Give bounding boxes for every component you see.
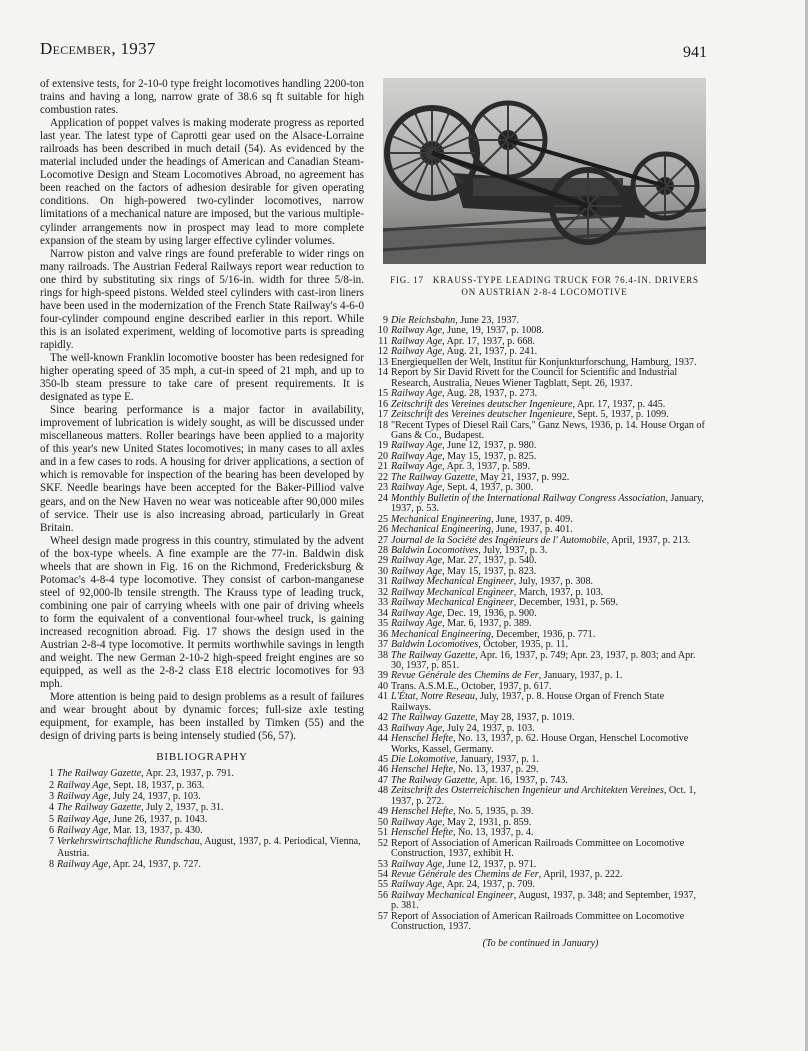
bibliography-entry [376, 734, 705, 755]
continued-note: (To be continued in January) [482, 937, 599, 949]
entry-number: 40 [377, 680, 388, 692]
entry-source: Henschel Hefte [391, 764, 453, 776]
entry-details: , October, 1935, p. 11. [478, 639, 568, 651]
entry-number: 19 [377, 440, 388, 452]
entry-details: , August, 1937, p. 348; and September, 1937, p. 381. [391, 889, 696, 912]
body-paragraph: of extensive tests, for 2-10-0 type freight locomotives handling 2200-ton trains and having a long, narrow grate of 38.6 sq ft suitable for high combustion rates. [40, 78, 364, 117]
entry-source: L'État, Notre Reseau [391, 691, 475, 703]
header-year: 1937 [120, 39, 156, 58]
entry-details: Report of Association of American Railroads Committee on Locomotive Construction, 1937. [391, 910, 685, 933]
entry-number: 11 [378, 335, 388, 347]
entry-source: The Railway Gazette [57, 802, 142, 814]
entry-number: 54 [377, 869, 388, 881]
entry-number: 17 [377, 409, 388, 421]
entry-source: The Railway Gazette [391, 649, 476, 661]
figure-photo [383, 78, 706, 264]
bibliography-entry [40, 768, 364, 779]
entry-text [391, 912, 705, 933]
entry-source: Railway Age [57, 813, 109, 825]
entry-number: 36 [377, 628, 388, 640]
body-paragraph: Narrow piston and valve rings are found preferable to wider rings on many railroads. The Austrian Federal Railways report wear reduction to one third by substituting six rings of 5/16-in. width for three 5/8-in. rings for high-speed pistons. Welded steel cylinders with cast-iron liners have been used in the modernization of the French State Railway's 4-6-0 four-cylinder compound engine described earlier in this report. While this is an isolated experiment, welding of locomotive parts is spreading rapidly. [40, 247, 364, 351]
entry-details: , No. 5, 1935, p. 39. [452, 806, 534, 818]
entry-number: 10 [377, 325, 388, 337]
entry-number: 37 [377, 639, 388, 651]
entry-source: Railway Age [391, 388, 443, 400]
entry-source: Railway Age [391, 335, 443, 347]
entry-number: 20 [377, 450, 388, 462]
bibliography-entry [376, 651, 705, 672]
entry-source: Henschel Hefte [391, 806, 453, 818]
entry-number: 22 [377, 471, 388, 483]
entry-details: , January, 1937, p. 1. [455, 754, 539, 766]
entry-number: 9 [382, 315, 388, 326]
entry-details: , Apr. 24, 1937, p. 709. [442, 879, 535, 891]
bibliography-entry [40, 859, 364, 870]
entry-details: , Apr. 16, 1937, p. 743. [475, 774, 568, 786]
entry-details: , Oct. 1, 1937, p. 272. [391, 785, 697, 807]
bibliography-title: BIBLIOGRAPHY [156, 751, 248, 764]
entry-source: Railway Age [391, 607, 443, 619]
entry-details: , May 15, 1937, p. 825. [442, 450, 537, 462]
entry-number: 14 [377, 367, 388, 379]
entry-source: Zeitschrift des Vereines deutscher Ingenieure [391, 398, 573, 410]
entry-number: 25 [377, 513, 388, 525]
entry-number: 2 [48, 779, 54, 791]
entry-details: , Sept. 18, 1937, p. 363. [108, 779, 205, 791]
entry-source: Revue Générale des Chemins de Fer [391, 869, 539, 881]
entry-text [57, 836, 364, 859]
entry-details: , January, 1937, p. 53. [391, 492, 704, 515]
entry-number: 56 [377, 889, 388, 901]
entry-details: , Apr. 17, 1937, p. 668. [442, 335, 535, 347]
entry-number: 16 [377, 398, 388, 410]
bibliography-list-left [40, 768, 364, 870]
bibliography-entry [40, 780, 364, 791]
body-paragraph: The well-known Franklin locomotive booster has been redesigned for higher operating speed of 35 mph, a cut-in speed of 21 mph, and up to 350-lb steam pressure to take care of present requirements. It is designated as type E. [40, 351, 364, 404]
entry-number: 38 [377, 649, 388, 661]
entry-source: Zeitschrift des Vereines deutscher Ingenieure [391, 409, 573, 421]
bibliography-entry [376, 912, 705, 933]
header-month: December [40, 39, 112, 58]
entry-details: , No. 13, 1937, p. 4. [452, 827, 534, 839]
entry-details: , December, 1936, p. 771. [491, 628, 596, 640]
entry-details: , July 24, 1937, p. 103. [442, 722, 535, 734]
entry-text [57, 825, 364, 836]
entry-number: 35 [377, 618, 388, 630]
entry-text [391, 734, 705, 755]
entry-details: Trans. A.S.M.E., October, 1937, p. 617. [391, 680, 552, 692]
entry-details: , July, 1937, p. 308. [513, 576, 594, 588]
bibliography-entry [40, 802, 364, 813]
entry-number: 23 [377, 482, 388, 494]
entry-text [57, 791, 364, 802]
entry-text [391, 421, 705, 442]
entry-details: , January, 1937, p. 1. [538, 670, 623, 682]
left-column [40, 78, 364, 870]
entry-number: 7 [48, 836, 54, 848]
bibliography-entry [376, 421, 705, 442]
entry-source: Henschel Hefte [391, 827, 453, 839]
entry-details: , No. 13, 1937, p. 29. [452, 764, 539, 776]
entry-number: 51 [377, 827, 388, 839]
entry-source: Railway Age [57, 858, 109, 870]
entry-number: 6 [48, 824, 54, 836]
entry-source: Mechanical Engineering [391, 628, 492, 640]
entry-details: , June 12, 1937, p. 971. [442, 858, 537, 870]
entry-number: 28 [377, 544, 388, 556]
entry-details: , June, 19, 1937, p. 1008. [442, 325, 544, 337]
entry-source: Railway Age [391, 618, 443, 630]
entry-number: 1 [48, 768, 54, 780]
entry-source: Henschel Hefte [391, 733, 453, 745]
entry-number: 31 [377, 576, 388, 588]
entry-number: 39 [377, 670, 388, 682]
entry-details: , June 23, 1937. [455, 315, 520, 326]
entry-number: 15 [377, 388, 388, 400]
entry-number: 3 [48, 791, 54, 803]
entry-details: , Sept. 5, 1937, p. 1099. [572, 409, 669, 421]
entry-number: 27 [377, 534, 388, 546]
figure-label: FIG. 17 [390, 275, 424, 285]
entry-details: , Apr. 17, 1937, p. 445. [572, 398, 666, 410]
entry-text [391, 839, 705, 860]
entry-source: Railway Mechanical Engineer [391, 889, 514, 901]
entry-number: 24 [377, 492, 388, 504]
entry-details: , June 12, 1937, p. 980. [442, 440, 537, 452]
entry-text [57, 780, 364, 791]
entry-number: 33 [377, 597, 388, 609]
entry-details: , Dec. 19, 1936, p. 900. [442, 607, 537, 619]
entry-details: , March, 1937, p. 103. [513, 586, 604, 598]
entry-number: 57 [377, 910, 388, 922]
entry-source: Journal de la Société des Ingénieurs de l' Automobile [391, 534, 607, 546]
entry-source: Railway Age [391, 482, 443, 494]
bibliography-entry [376, 368, 705, 389]
right-column [376, 316, 705, 950]
entry-number: 42 [377, 712, 388, 724]
entry-number: 34 [377, 607, 388, 619]
entry-details: , Apr. 23, 1937, p. 791. [141, 768, 234, 780]
entry-details: , July, 1937, p. 3. [478, 544, 548, 556]
entry-source: Railway Age [391, 858, 443, 870]
figure-caption-text: KRAUSS-TYPE LEADING TRUCK FOR 76.4-IN. DRIVERS ON AUSTRIAN 2-8-4 LOCOMOTIVE [432, 275, 699, 297]
entry-source: Railway Age [391, 346, 443, 358]
running-header: December, 1937 [40, 39, 156, 58]
entry-source: Baldwin Locomotives [391, 639, 479, 651]
entry-number: 46 [377, 764, 388, 776]
entry-details: , December, 1931, p. 569. [513, 597, 618, 609]
entry-details: , Mar. 6, 1937, p. 389. [442, 618, 532, 630]
entry-details: , Mar. 27, 1937, p. 540. [442, 555, 537, 567]
entry-source: The Railway Gazette [57, 768, 142, 780]
entry-details: , June 26, 1937, p. 1043. [108, 813, 208, 825]
entry-source: Railway Age [57, 779, 109, 791]
entry-source: Railway Age [391, 879, 443, 891]
entry-number: 55 [377, 879, 388, 891]
entry-number: 8 [48, 858, 54, 870]
entry-source: Railway Age [57, 791, 109, 803]
entry-details: , July 24, 1937, p. 103. [108, 791, 201, 803]
entry-number: 50 [377, 816, 388, 828]
entry-text [391, 891, 705, 912]
locomotive-truck-illustration [383, 78, 706, 264]
entry-source: Monthly Bulletin of the International Railway Congress Association [391, 492, 666, 504]
entry-source: Zeitschrift des Osterreichischen Ingenieur und Architekten Vereines [391, 785, 664, 797]
body-paragraph: Application of poppet valves is making moderate progress as reported last year. The latest type of Caprotti gear used on the Alsace-Lorraine railroads has been described in much detail (54). As evidenced by the material included under the headings of American and Canadian Steam-Locomotive Design and Steam Locomotives Abroad, no agreement has been reached on the factors of adhesion desirable for given operating conditions. On high-powered two-cylinder locomotives, narrow limitations of a mechanical nature are imposed, but the various multiple-cylinder arrangements now in prospect may lead to more complete expansion of the steam by using larger effective cylinder volumes. [40, 117, 364, 247]
entry-number: 26 [377, 524, 388, 536]
entry-details: , May 2, 1931, p. 859. [442, 816, 532, 828]
bibliography-entry [376, 786, 705, 807]
entry-text [391, 692, 705, 713]
entry-source: Verkehrswirtschaftliche Rundschau [57, 836, 200, 848]
entry-details: , April, 1937, p. 213. [606, 534, 691, 546]
entry-number: 21 [377, 461, 388, 473]
entry-number: 48 [377, 785, 388, 797]
entry-number: 12 [377, 346, 388, 358]
entry-source: The Railway Gazette [391, 471, 476, 483]
entry-number: 49 [377, 806, 388, 818]
entry-details: , April, 1937, p. 222. [538, 869, 623, 881]
entry-number: 5 [48, 813, 54, 825]
entry-details: , May 15, 1937, p. 823. [442, 565, 537, 577]
entry-number: 18 [377, 419, 388, 431]
entry-details: , Sept. 4, 1937, p. 300. [442, 482, 534, 494]
entry-number: 32 [377, 586, 388, 598]
entry-number: 47 [377, 774, 388, 786]
entry-source: Railway Age [391, 555, 443, 567]
entry-number: 4 [48, 802, 54, 814]
entry-number: 52 [377, 837, 388, 849]
entry-source: Mechanical Engineering [391, 524, 492, 536]
figure-caption [383, 274, 706, 298]
entry-number: 41 [377, 691, 388, 703]
entry-details: , Apr. 24, 1937, p. 727. [108, 858, 201, 870]
bibliography-entry [40, 825, 364, 836]
entry-number: 44 [377, 733, 388, 745]
entry-text [57, 814, 364, 825]
entry-number: 45 [377, 754, 388, 766]
bibliography-entry [40, 836, 364, 859]
bibliography-entry [40, 791, 364, 802]
entry-details: , June, 1937, p. 409. [491, 513, 573, 525]
entry-details: , Mar. 13, 1937, p. 430. [108, 824, 203, 836]
entry-source: Revue Générale des Chemins de Fer [391, 670, 539, 682]
body-paragraph: Since bearing performance is a major factor in availability, improvement of lubrication is widely sought, as will be discussed under miscellaneous matters. Roller bearings have been applied to a majority of this year's new United States locomotives; in many cases to all axles and in a few cases to rods. A housing for driver applications, a section of which is removable for inspection of the bearing has been developed by SKF. Needle bearings have been accepted for the Baker-Pilliod valve gears, and on the New Haven no wear was noticeable after 90,000 miles of service. Their use is also increasing abroad, particularly in Great Britain. [40, 404, 364, 534]
entry-source: Railway Age [391, 450, 443, 462]
entry-source: Railway Age [391, 461, 443, 473]
entry-source: Railway Age [391, 722, 443, 734]
body-paragraph: Wheel design made progress in this country, stimulated by the advent of the box-type wheels. A fine example are the 77-in. Baldwin disk wheels that are shown in Fig. 16 on the Richmond, Fredericksburg & Potomac's 4-8-4 type locomotive. They consist of carbon-manganese steel of 92,000-lb tensile strength. The Krauss type of leading truck, combining one pair of carrying wheels with one pair of driving wheels to form the equivalent of a conventional four-wheel truck, is gaining increased recognition abroad. Fig. 17 shows the design used in the Austrian 2-8-4 type locomotive. It permits worthwhile savings in length and weight. The new German 2-10-2 high-speed freight engines are so equipped, as well as the 2-8-2 class E18 electric locomotives for 93 mph. [40, 534, 364, 691]
entry-source: Mechanical Engineering [391, 513, 492, 525]
bibliography-entry [376, 839, 705, 860]
bibliography-entry [376, 494, 705, 515]
entry-text [391, 494, 705, 515]
page-number: 941 [683, 44, 707, 61]
entry-details: , May 21, 1937, p. 992. [475, 471, 570, 483]
entry-source: Railway Mechanical Engineer [391, 576, 514, 588]
entry-number: 30 [377, 565, 388, 577]
entry-details: , Apr. 3, 1937, p. 589. [442, 461, 530, 473]
body-paragraph: More attention is being paid to design problems as a result of failures and wear brought about by dynamic forces; full-size axle testing equipment, for example, has been installed by Timken (55) and the design of driving parts is being intensely studied (56, 57). [40, 691, 364, 743]
entry-details: Energiequellen der Welt, Institut für Konjunkturforschung, Hamburg, 1937. [391, 356, 697, 368]
entry-details: , July, 1937, p. 8. House Organ of French State Railways. [391, 691, 665, 713]
entry-text [57, 768, 364, 779]
entry-details: , No. 13, 1937, p. 62. House Organ, Henschel Locomotive Works, Kassel, Germany. [391, 733, 689, 755]
entry-details: , Aug. 21, 1937, p. 241. [442, 346, 538, 358]
entry-details: , Apr. 16, 1937, p. 749; Apr. 23, 1937, p. 803; and Apr. 30, 1937, p. 851. [391, 649, 696, 671]
entry-number: 53 [377, 858, 388, 870]
entry-source: Railway Mechanical Engineer [391, 586, 514, 598]
entry-source: The Railway Gazette [391, 774, 476, 786]
bibliography-entry [376, 692, 705, 713]
entry-source: Baldwin Locomotives [391, 544, 479, 556]
entry-text [391, 786, 705, 807]
bibliography-entry [376, 891, 705, 912]
entry-source: Railway Mechanical Engineer [391, 597, 514, 609]
entry-number: 29 [377, 555, 388, 567]
entry-text [391, 368, 705, 389]
entry-details: , July 2, 1937, p. 31. [141, 802, 224, 814]
entry-source: Railway Age [391, 816, 443, 828]
entry-details: Report of Association of American Railroads Committee on Locomotive Construction, 1937, exhibit H. [391, 837, 685, 860]
entry-source: The Railway Gazette [391, 712, 476, 724]
entry-number: 13 [377, 356, 388, 368]
entry-text [57, 802, 364, 813]
entry-source: Die Reichsbahn [391, 315, 456, 326]
entry-number: 43 [377, 722, 388, 734]
entry-details: Report by Sir David Rivett for the Council for Scientific and Industrial Research, Australia, Neues Wiener Tagblatt, Sept. 26, 1937. [391, 367, 678, 389]
entry-details: , Aug. 28, 1937, p. 273. [442, 388, 538, 400]
entry-text [391, 651, 705, 672]
entry-source: Die Lokomotive [391, 754, 456, 766]
entry-source: Railway Age [391, 565, 443, 577]
entry-source: Railway Age [391, 440, 443, 452]
entry-details: "Recent Types of Diesel Rail Cars," Ganz News, 1936, p. 14. House Organ of Gans & Co., Budapest. [391, 419, 705, 441]
entry-details: , May 28, 1937, p. 1019. [475, 712, 575, 724]
entry-source: Railway Age [391, 325, 443, 337]
entry-details: , August, 1937, p. 4. Periodical, Vienna, Austria. [57, 836, 361, 859]
bibliography-list-right [376, 316, 705, 933]
entry-source: Railway Age [57, 824, 109, 836]
entry-text [57, 859, 364, 870]
bibliography-entry [40, 814, 364, 825]
entry-details: , June, 1937, p. 401. [491, 524, 573, 536]
